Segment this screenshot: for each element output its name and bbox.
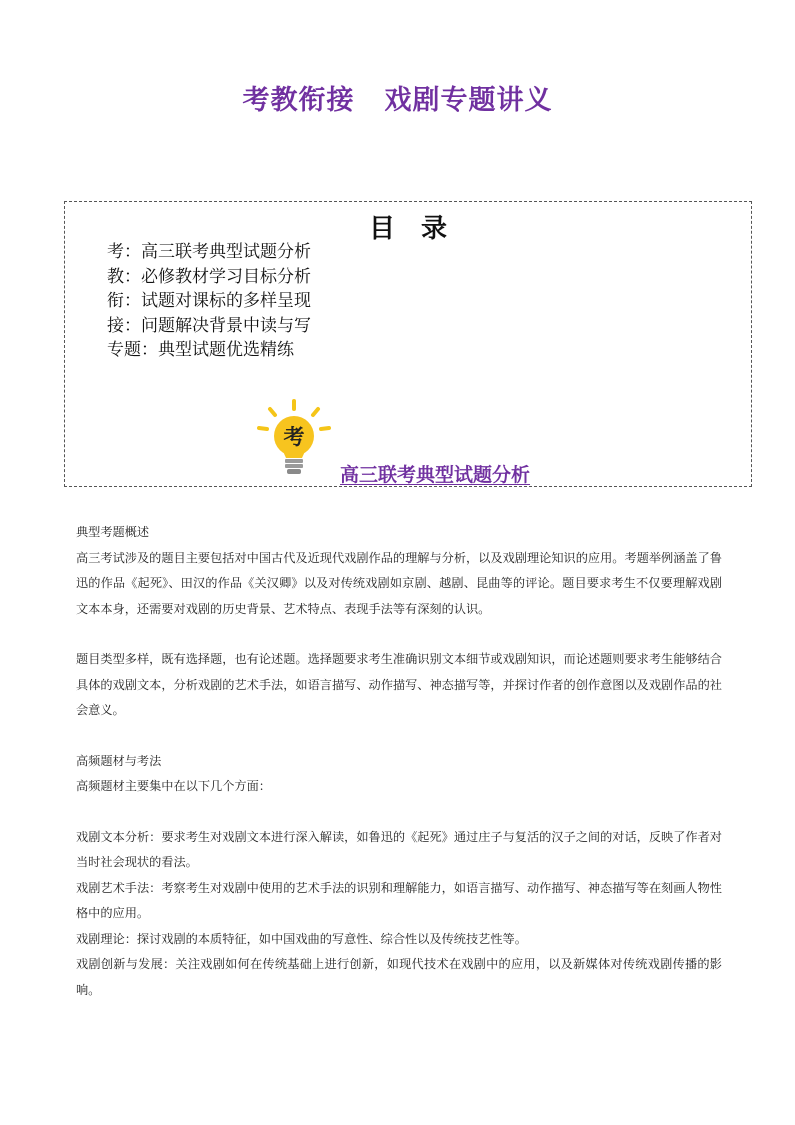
frequent-topics-intro: 高频题材主要集中在以下几个方面： [76,779,271,793]
document-title [0,78,795,117]
toc-heading: 目 录 [368,214,447,244]
table-of-contents [64,201,752,487]
overview-paragraph-1: 高三考试涉及的题目主要包括对中国古代及近现代戏剧作品的理解与分析，以及戏剧理论知识的应用。考题举例涵盖了鲁迅的作品《起死》、田汉的作品《关汉卿》以及对传统戏剧如京剧、越剧、昆曲等的评论。题目要求考生不仅要理解戏剧文本本身，还需要对戏剧的历史背景、艺术特点、表现手法等有深刻的认识。 [76,550,722,616]
frequent-topic-item: 戏剧创新与发展：关注戏剧如何在传统基础上进行创新，如现代技术在戏剧中的应用，以及新媒体对传统戏剧传播的影响。 [76,957,722,997]
frequent-topic-item: 戏剧艺术手法：考察考生对戏剧中使用的艺术手法的识别和理解能力，如语言描写、动作描写、神态描写等在刻画人物性格中的应用。 [76,880,722,920]
toc-item[interactable]: 专题：典型试题优选精练 [107,340,294,360]
toc-item[interactable]: 接：问题解决背景中读与写 [107,315,311,336]
frequent-topics-heading: 高频题材与考法 [76,753,162,768]
title-part-2: 戏剧专题讲义 [384,85,553,116]
toc-item[interactable]: 衔：试题对课标的多样呈现 [107,291,311,311]
toc-item[interactable]: 考：高三联考典型试题分析 [107,242,311,262]
bulb-char: 考 [283,425,305,449]
title-part-1: 考教衔接 [242,85,355,116]
frequent-topic-item: 戏剧文本分析：要求考生对戏剧文本进行深入解读，如鲁迅的《起死》通过庄子与复活的汉子之间的对话，反映了作者对当时社会现状的看法。 [76,829,722,869]
frequent-topic-item: 戏剧理论：探讨戏剧的本质特征，如中国戏曲的写意性、综合性以及传统技艺性等。 [76,931,527,946]
lightbulb-icon [255,398,333,480]
toc-item[interactable]: 教：必修教材学习目标分析 [107,266,311,287]
overview-paragraph-2: 题目类型多样，既有选择题，也有论述题。选择题要求考生准确识别文本细节或戏剧知识，而论述题则要求考生能够结合具体的戏剧文本，分析戏剧的艺术手法，如语言描写、动作描写、神态描写等，并探讨作者的创作意图以及戏剧作品的社会意义。 [76,652,722,717]
main-content [76,520,722,1003]
toc-list [107,240,311,363]
section-title-link[interactable]: 高三联考典型试题分析 [340,464,531,486]
overview-heading: 典型考题概述 [76,525,150,539]
